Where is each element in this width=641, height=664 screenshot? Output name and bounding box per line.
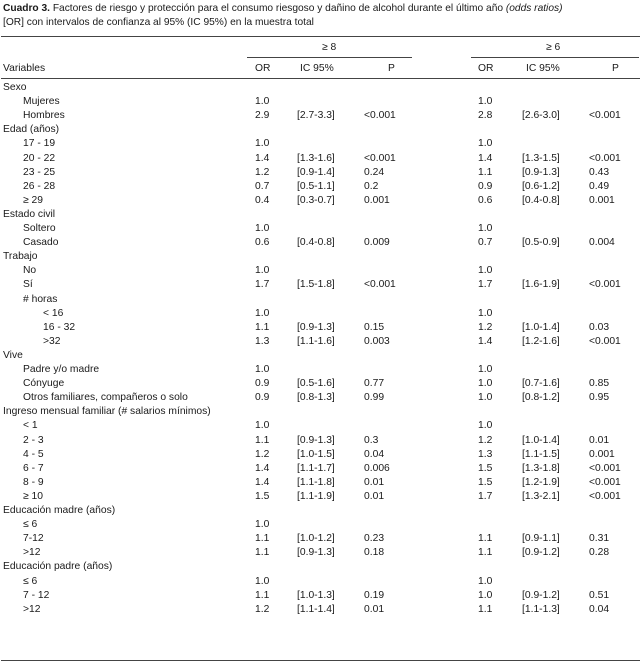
or2-cell: 1.4 [478, 335, 493, 347]
or1-cell: 0.6 [255, 237, 270, 249]
table-row [0, 222, 641, 236]
ic1-cell: [0.3-0.7] [297, 194, 335, 206]
ic1-cell: [1.0-1.5] [297, 448, 335, 460]
p2-cell: 0.001 [589, 448, 615, 460]
or2-cell: 1.0 [478, 265, 493, 277]
p1-cell: 0.3 [364, 434, 379, 446]
ic1-cell: [0.8-1.3] [297, 392, 335, 404]
or2-cell: 0.9 [478, 180, 493, 192]
p1-cell: 0.001 [364, 194, 390, 206]
table-row [0, 448, 641, 462]
row-label: 4 - 5 [23, 448, 44, 460]
or2-cell: 1.0 [478, 589, 493, 601]
or1-cell: 0.9 [255, 378, 270, 390]
row-label: Estado civil [3, 208, 56, 220]
p1-cell: 0.01 [364, 476, 385, 488]
table-row [0, 236, 641, 250]
ic1-cell: [1.1-1.6] [297, 335, 335, 347]
table-row [0, 152, 641, 166]
row-label: 20 - 22 [23, 152, 56, 164]
ic2-cell: [0.7-1.6] [522, 378, 560, 390]
table-row [0, 293, 641, 307]
or1-cell: 1.3 [255, 335, 270, 347]
or1-cell: 1.4 [255, 462, 270, 474]
row-label: 16 - 32 [43, 321, 76, 333]
table-row [0, 166, 641, 180]
table-row [0, 603, 641, 617]
or1-cell: 1.2 [255, 448, 270, 460]
table-row [0, 321, 641, 335]
row-label: < 16 [43, 307, 64, 319]
ic2-cell: [1.3-1.5] [522, 152, 560, 164]
or2-cell: 1.1 [478, 603, 493, 615]
ic1-cell: [1.5-1.8] [297, 279, 335, 291]
ic2-cell: [2.6-3.0] [522, 110, 560, 122]
p1-cell: 0.18 [364, 547, 385, 559]
ic2-cell: [1.2-1.6] [522, 335, 560, 347]
p2-cell: 0.31 [589, 533, 610, 545]
row-label: Trabajo [3, 251, 38, 263]
p1-cell: 0.24 [364, 166, 385, 178]
p1-cell: 0.01 [364, 603, 385, 615]
or2-cell: 1.1 [478, 166, 493, 178]
row-label: Educación madre (años) [3, 505, 116, 516]
ic1-cell: [1.0-1.2] [297, 533, 335, 545]
row-label: Sexo [3, 82, 27, 93]
p2-cell: 0.04 [589, 603, 610, 615]
p2-cell: 0.85 [589, 378, 610, 390]
row-label: # horas [23, 293, 58, 305]
or1-cell: 1.1 [255, 589, 270, 601]
caption-text: Factores de riesgo y protección para el consumo riesgoso y dañino de alcohol durante el último año [49, 3, 506, 14]
p2-cell: 0.49 [589, 180, 610, 192]
ic2-cell: [0.6-1.2] [522, 180, 560, 192]
ic1-cell: [1.3-1.6] [297, 152, 335, 164]
ic1-cell: [0.9-1.3] [297, 434, 335, 446]
or2-cell: 1.0 [478, 307, 493, 319]
p2-cell: 0.01 [589, 434, 610, 446]
p2-cell: 0.95 [589, 392, 610, 404]
table-row [0, 137, 641, 151]
ic1-cell: [0.5-1.1] [297, 180, 335, 192]
p1-cell: 0.23 [364, 533, 385, 545]
table-row [0, 476, 641, 490]
p2-cell: 0.004 [589, 237, 615, 249]
ic2-cell: [0.9-1.2] [522, 547, 560, 559]
ic1-cell: [0.9-1.3] [297, 547, 335, 559]
table-row [0, 335, 641, 349]
table-row [0, 377, 641, 391]
or2-cell: 0.6 [478, 194, 493, 206]
or1-cell: 1.5 [255, 490, 270, 502]
or1-cell: 1.0 [255, 364, 270, 375]
p1-cell: <0.001 [364, 110, 396, 122]
table-row [0, 194, 641, 208]
table-row [0, 589, 641, 603]
ic1-cell: [0.5-1.6] [297, 378, 335, 390]
p2-cell: <0.001 [589, 279, 621, 291]
row-label: Soltero [23, 223, 56, 234]
or2-cell: 1.1 [478, 547, 493, 559]
ic1-cell: [2.7-3.3] [297, 110, 335, 122]
or2-cell: 1.5 [478, 476, 493, 488]
or1-cell: 1.0 [255, 519, 270, 531]
table-row [0, 518, 641, 532]
or1-cell: 1.0 [255, 223, 270, 234]
ic2-cell: [1.0-1.4] [522, 434, 560, 446]
table-row [0, 546, 641, 560]
row-label: Otros familiares, compañeros o solo [23, 392, 188, 404]
or1-cell: 1.0 [255, 575, 270, 587]
row-label: No [23, 265, 37, 277]
p2-cell: 0.001 [589, 194, 615, 206]
or2-cell: 1.4 [478, 152, 493, 164]
table-row [0, 490, 641, 504]
or2-cell: 1.7 [478, 279, 493, 291]
p2-cell: 0.28 [589, 547, 610, 559]
row-label: Ingreso mensual familiar (# salarios mínimos) [3, 406, 211, 418]
section-header-row [0, 81, 641, 95]
row-label: Padre y/o madre [23, 364, 100, 375]
or2-cell: 1.5 [478, 462, 493, 474]
or2-cell: 1.0 [478, 96, 493, 108]
p2-cell: 0.43 [589, 166, 610, 178]
caption-line-2: [OR] con intervalos de confianza al 95% (IC 95%) en la muestra total [3, 17, 314, 28]
row-label: 17 - 19 [23, 138, 56, 150]
or1-cell: 0.9 [255, 392, 270, 404]
ic2-cell: [0.9-1.3] [522, 166, 560, 178]
ic1-cell: [0.9-1.4] [297, 166, 335, 178]
table-row [0, 109, 641, 123]
row-label: >12 [23, 547, 41, 559]
ic1-header: IC 95% [300, 63, 334, 74]
table-row [0, 278, 641, 292]
or2-cell: 0.7 [478, 237, 493, 249]
ic2-cell: [0.5-0.9] [522, 237, 560, 249]
p1-cell: <0.001 [364, 152, 396, 164]
or1-cell: 1.0 [255, 420, 270, 432]
row-label: 6 - 7 [23, 462, 44, 474]
table-row [0, 95, 641, 109]
ic2-header: IC 95% [526, 63, 560, 74]
or2-cell: 1.0 [478, 420, 493, 432]
p2-cell: <0.001 [589, 335, 621, 347]
ic2-cell: [0.9-1.2] [522, 589, 560, 601]
table-row [0, 434, 641, 448]
section-header-row [0, 250, 641, 264]
p1-cell: 0.009 [364, 237, 390, 249]
ic2-cell: [1.6-1.9] [522, 279, 560, 291]
or2-header: OR [478, 63, 494, 74]
p1-cell: 0.04 [364, 448, 385, 460]
p2-cell: <0.001 [589, 152, 621, 164]
p1-header: P [388, 63, 395, 74]
or1-cell: 1.2 [255, 603, 270, 615]
p1-cell: 0.99 [364, 392, 385, 404]
or1-cell: 1.7 [255, 279, 270, 291]
p2-cell: <0.001 [589, 490, 621, 502]
variables-header: Variables [3, 63, 46, 74]
ic2-cell: [1.3-1.8] [522, 462, 560, 474]
or2-cell: 1.0 [478, 575, 493, 587]
p1-cell: 0.006 [364, 462, 390, 474]
row-label: ≥ 29 [23, 194, 43, 206]
p1-cell: 0.77 [364, 378, 385, 390]
row-label: >12 [23, 603, 41, 615]
ic2-cell: [1.0-1.4] [522, 321, 560, 333]
ic2-cell: [1.3-2.1] [522, 490, 560, 502]
or2-cell: 1.1 [478, 533, 493, 545]
table-row [0, 532, 641, 546]
or2-cell: 1.2 [478, 434, 493, 446]
table-row [0, 363, 641, 377]
row-label: 26 - 28 [23, 180, 56, 192]
row-label: 8 - 9 [23, 476, 44, 488]
row-label: < 1 [23, 420, 38, 432]
p2-cell: <0.001 [589, 110, 621, 122]
section-header-row [0, 405, 641, 419]
or1-cell: 1.1 [255, 321, 270, 333]
row-label: ≤ 6 [23, 519, 38, 531]
row-label: ≤ 6 [23, 575, 38, 587]
row-label: 23 - 25 [23, 166, 56, 178]
or2-cell: 1.0 [478, 364, 493, 375]
p2-cell: 0.03 [589, 321, 610, 333]
table-row [0, 264, 641, 278]
row-label: 2 - 3 [23, 434, 44, 446]
ic2-cell: [0.8-1.2] [522, 392, 560, 404]
row-label: >32 [43, 335, 61, 347]
or2-cell: 1.2 [478, 321, 493, 333]
or1-cell: 1.2 [255, 166, 270, 178]
or2-cell: 1.0 [478, 378, 493, 390]
p2-cell: 0.51 [589, 589, 610, 601]
table-row [0, 462, 641, 476]
or1-cell: 1.1 [255, 547, 270, 559]
ic2-cell: [1.1-1.3] [522, 603, 560, 615]
or1-cell: 1.0 [255, 138, 270, 150]
row-label: Sí [23, 279, 33, 291]
row-label: Vive [3, 349, 23, 361]
row-label: Educación padre (años) [3, 561, 113, 573]
or1-cell: 1.4 [255, 152, 270, 164]
table-row [0, 307, 641, 321]
or1-cell: 1.4 [255, 476, 270, 488]
or1-cell: 0.7 [255, 180, 270, 192]
or1-cell: 1.0 [255, 307, 270, 319]
p1-cell: 0.2 [364, 180, 379, 192]
table-row [0, 419, 641, 433]
p2-cell: <0.001 [589, 476, 621, 488]
table-row [0, 575, 641, 589]
ic1-cell: [0.9-1.3] [297, 321, 335, 333]
p1-cell: 0.01 [364, 490, 385, 502]
row-label: Mujeres [23, 96, 60, 108]
ic2-cell: [0.4-0.8] [522, 194, 560, 206]
row-label: Hombres [23, 110, 65, 122]
row-label: 7-12 [23, 533, 44, 545]
p1-cell: 0.19 [364, 589, 385, 601]
caption-italic-term: (odds ratios) [505, 3, 563, 14]
ic1-cell: [0.4-0.8] [297, 237, 335, 249]
or1-cell: 1.0 [255, 265, 270, 277]
ic2-cell: [1.1-1.5] [522, 448, 560, 460]
section-header-row [0, 504, 641, 518]
table-row [0, 391, 641, 405]
row-label: Cónyuge [23, 378, 65, 390]
section-header-row [0, 349, 641, 363]
ic2-cell: [0.9-1.1] [522, 533, 560, 545]
row-label: Casado [23, 237, 59, 249]
row-label: Edad (años) [3, 124, 60, 136]
p1-cell: 0.003 [364, 335, 390, 347]
table-row [0, 180, 641, 194]
caption-label: Cuadro 3. [3, 3, 50, 14]
row-label: 7 - 12 [23, 589, 50, 601]
ic1-cell: [1.0-1.3] [297, 589, 335, 601]
group1-header: ≥ 8 [322, 42, 337, 53]
or2-cell: 1.3 [478, 448, 493, 460]
or2-cell: 1.0 [478, 138, 493, 150]
or2-cell: 2.8 [478, 110, 493, 122]
p1-cell: 0.15 [364, 321, 385, 333]
or1-cell: 1.0 [255, 96, 270, 108]
ic1-cell: [1.1-1.4] [297, 603, 335, 615]
or2-cell: 1.0 [478, 223, 493, 234]
or2-cell: 1.0 [478, 392, 493, 404]
ic2-cell: [1.2-1.9] [522, 476, 560, 488]
p2-header: P [612, 63, 619, 74]
ic1-cell: [1.1-1.9] [297, 490, 335, 502]
or1-header: OR [255, 63, 271, 74]
ic1-cell: [1.1-1.7] [297, 462, 335, 474]
or1-cell: 0.4 [255, 194, 270, 206]
section-header-row [0, 208, 641, 222]
or1-cell: 1.1 [255, 533, 270, 545]
ic1-cell: [1.1-1.8] [297, 476, 335, 488]
row-label: ≥ 10 [23, 490, 43, 502]
group2-header: ≥ 6 [546, 42, 561, 53]
section-header-row [0, 560, 641, 574]
section-header-row [0, 123, 641, 137]
p1-cell: <0.001 [364, 279, 396, 291]
or1-cell: 1.1 [255, 434, 270, 446]
or1-cell: 2.9 [255, 110, 270, 122]
or2-cell: 1.7 [478, 490, 493, 502]
p2-cell: <0.001 [589, 462, 621, 474]
